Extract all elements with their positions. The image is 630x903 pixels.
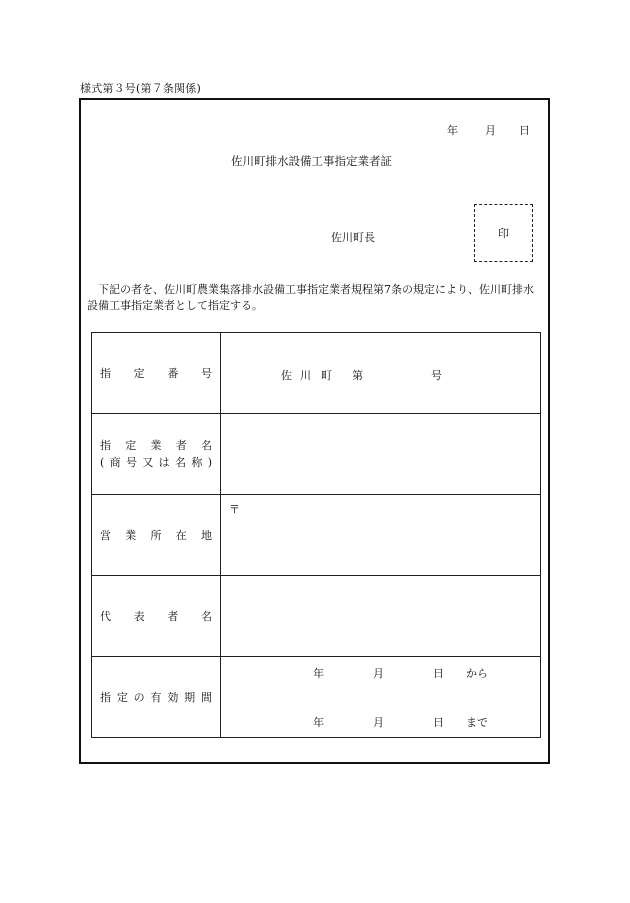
designation-number-value [221, 333, 541, 414]
office-address-value[interactable] [221, 495, 541, 576]
number-char-1: 佐 [281, 369, 292, 382]
to-year: 年 [313, 716, 324, 729]
from-day: 日 [433, 667, 444, 680]
seal-mark: 印 [498, 227, 509, 240]
issuer-name: 佐川町長 [331, 231, 375, 244]
table-row [92, 576, 541, 657]
certificate-frame [79, 98, 550, 764]
number-char-3: 町 [321, 369, 332, 382]
table-row [92, 657, 541, 738]
contractor-name-value[interactable] [221, 414, 541, 495]
designation-statement: 下記の者を、佐川町農業集落排水設備工事指定業者規程第7条の規定により、佐川町排水設備工事指定業者として指定する。 [87, 283, 534, 312]
document-title: 佐川町排水設備工事指定業者証 [231, 154, 392, 168]
validity-period-label: 指定の有効期間 [92, 657, 221, 738]
table-row [92, 414, 541, 495]
postal-mark: 〒 [229, 503, 240, 516]
designation-number-label: 指定番号 [92, 333, 221, 414]
representative-label: 代表者名 [92, 576, 221, 657]
validity-period-value [221, 657, 541, 738]
to-day: 日 [433, 716, 444, 729]
to-month: 月 [373, 716, 384, 729]
number-char-4: 第 [352, 369, 363, 382]
date-year: 年 [447, 124, 458, 137]
from-suffix: から [466, 667, 488, 680]
table-row [92, 495, 541, 576]
representative-value[interactable] [221, 576, 541, 657]
contractor-name-label: 指定業者名 (商号又は名称) [92, 414, 221, 495]
seal-box [474, 204, 533, 262]
to-suffix: まで [466, 716, 488, 729]
contractor-info-table [91, 332, 541, 738]
form-number: 様式第３号(第７条関係) [80, 82, 201, 95]
office-address-label: 営業所在地 [92, 495, 221, 576]
number-char-2: 川 [300, 369, 311, 382]
date-day: 日 [519, 124, 530, 137]
date-month: 月 [485, 124, 496, 137]
number-suffix: 号 [431, 369, 442, 382]
from-month: 月 [373, 667, 384, 680]
issue-date [447, 122, 530, 138]
from-year: 年 [313, 667, 324, 680]
table-row [92, 333, 541, 414]
